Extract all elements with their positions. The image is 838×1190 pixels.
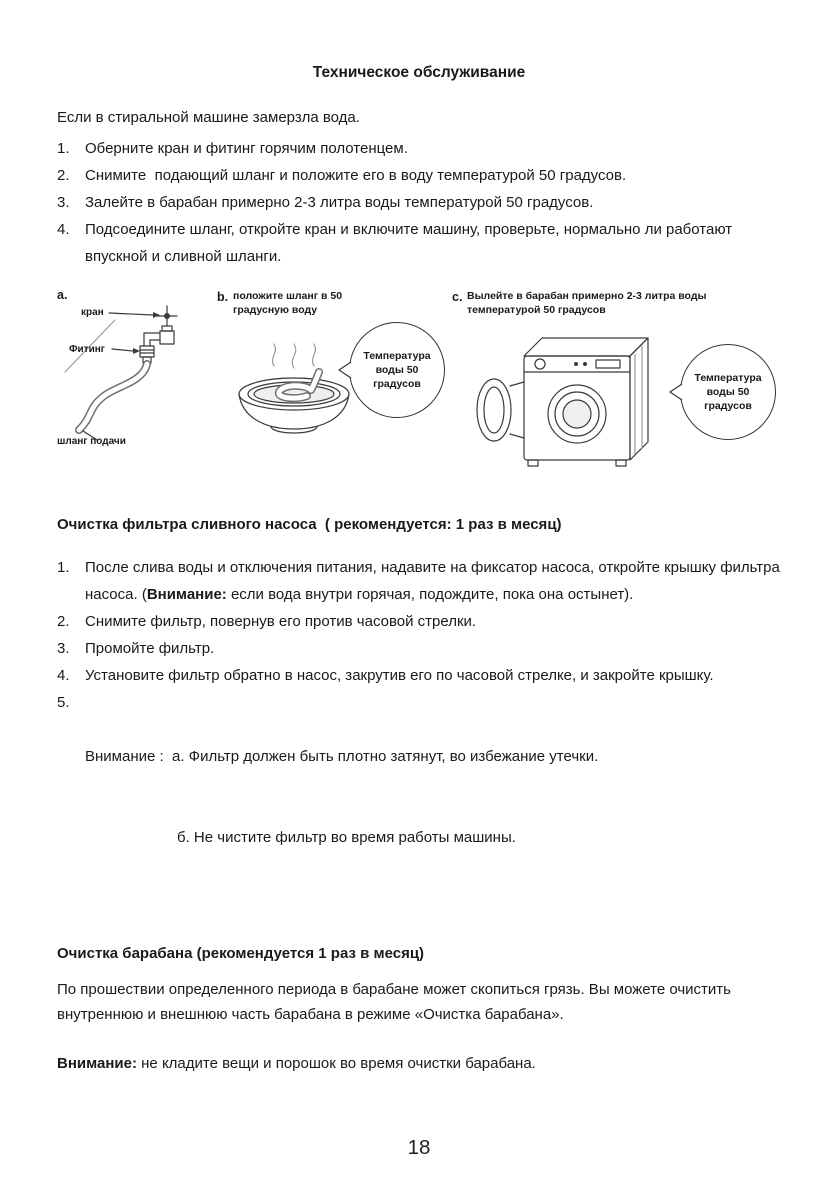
list-text: Залейте в барабан примерно 2-3 литра воды температурой 50 градусов.	[85, 194, 594, 211]
frozen-water-steps-list	[57, 135, 781, 270]
section-heading-filter: Очистка фильтра сливного насоса ( рекомендуется: 1 раз в месяц)	[57, 516, 562, 533]
list-item	[57, 689, 781, 905]
figure-b-label: b.	[217, 290, 229, 304]
list-item	[57, 216, 781, 270]
figure-row	[57, 288, 781, 480]
figure-b	[217, 288, 452, 480]
callout-fitting-label: Фитинг	[69, 344, 105, 355]
drum-paragraph: По прошествии определенного периода в барабане может скопиться грязь. Вы можете очистить внутреннюю и внешнюю часть барабана в режиме «Очистка барабана».	[57, 981, 736, 1023]
figure-c-caption: Вылейте в барабан примерно 2-3 литра воды температурой 50 градусов	[467, 290, 707, 316]
list-item	[57, 162, 781, 189]
drum-note-text: не кладите вещи и порошок во время очистки барабана.	[136, 1054, 536, 1072]
list-item	[57, 135, 781, 162]
figure-a-label: a.	[57, 288, 68, 302]
temperature-bubble-text: Температура воды 50 градусов	[694, 371, 762, 413]
warning-label: Внимание:	[57, 1054, 137, 1072]
list-text	[85, 689, 781, 905]
figure-c-label: c.	[452, 290, 463, 304]
list-text: Оберните кран и фитинг горячим полотенцем.	[85, 140, 408, 157]
figure-b-caption: положите шланг в 50 градусную воду	[233, 290, 343, 316]
temperature-bubble-text: Температура воды 50 градусов	[363, 349, 431, 391]
list-text-part: если вода внутри горячая, подождите, пока она остынет).	[226, 586, 634, 603]
list-item	[57, 662, 781, 689]
drum-note	[57, 1055, 781, 1072]
page-title: Техническое обслуживание	[312, 64, 526, 81]
list-number: 2.	[57, 167, 70, 184]
list-number: 5.	[57, 694, 70, 711]
temperature-bubble	[680, 344, 776, 440]
figure-c	[452, 288, 781, 480]
steam-bowl-illustration	[219, 332, 369, 450]
list-text: Снимите подающий шланг и положите его в воду температурой 50 градусов.	[85, 167, 627, 184]
list-text	[85, 554, 785, 608]
list-item	[57, 608, 781, 635]
figure-a	[57, 288, 217, 480]
filter-steps-list	[57, 554, 785, 905]
list-text: Установите фильтр обратно в насос, закрутив его по часовой стрелке, и закройте крышку.	[85, 667, 714, 684]
washing-machine-illustration	[458, 324, 670, 476]
page-number: 18	[407, 1136, 431, 1159]
list-item	[57, 635, 781, 662]
section-heading-drum: Очистка барабана (рекомендуется 1 раз в месяц)	[57, 945, 425, 962]
list-number: 1.	[57, 140, 70, 157]
list-text: Снимите фильтр, повернув его против часовой стрелки.	[85, 613, 477, 630]
list-number: 4.	[57, 667, 70, 684]
callout-supply-hose-label: шланг подачи	[57, 436, 126, 447]
list-number: 3.	[57, 194, 70, 211]
list-text: Подсоедините шланг, откройте кран и включите машину, проверьте, нормально ли работают впускной и сливной шланги.	[85, 221, 737, 265]
list-item	[57, 554, 785, 608]
list-item	[57, 189, 781, 216]
list-text: Промойте фильтр.	[85, 640, 215, 657]
list-number: 2.	[57, 613, 70, 630]
list-number: 4.	[57, 221, 70, 238]
warning-line-a: Внимание : а. Фильтр должен быть плотно затянут, во избежание утечки.	[85, 748, 599, 765]
intro-text: Если в стиральной машине замерзла вода.	[57, 109, 360, 126]
callout-tap-label: кран	[81, 307, 104, 318]
list-text-part: После слива воды и отключения питания, надавите на фиксатор насоса, откройте крышку фильтра насоса. (	[85, 559, 785, 603]
list-number: 1.	[57, 559, 70, 576]
warning-label: Внимание:	[146, 586, 227, 603]
warning-line-b: б. Не чистите фильтр во время работы машины.	[177, 829, 516, 846]
list-number: 3.	[57, 640, 70, 657]
temperature-bubble	[349, 322, 445, 418]
